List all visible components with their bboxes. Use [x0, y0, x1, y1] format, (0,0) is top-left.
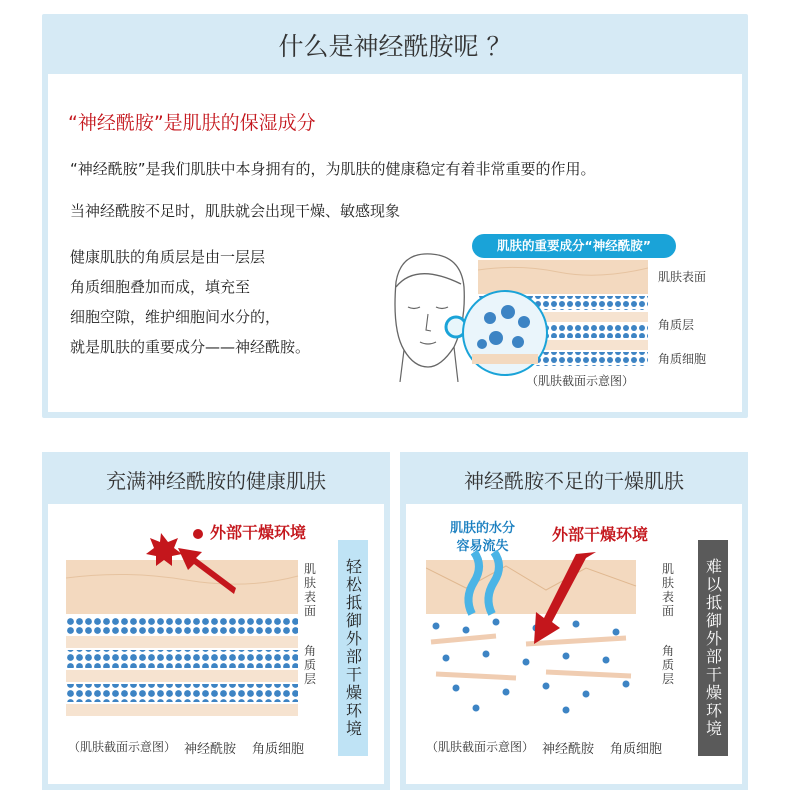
healthy-side-surface: 肌肤表面: [304, 562, 317, 618]
dry-env-label: 外部干燥环境: [552, 525, 649, 544]
healthy-skin-illustration: [66, 518, 306, 728]
section-subtitle: “神经酰胺”是肌肤的保湿成分: [68, 112, 316, 134]
healthy-label-cell: 角质细胞: [252, 742, 305, 757]
healthy-side-layer: 角质层: [304, 644, 317, 686]
zoom-circle: [460, 288, 550, 378]
dry-label-cell: 角质细胞: [610, 742, 663, 757]
water-loss-line: 容易流失: [456, 539, 509, 554]
intro-line: 细胞空隙，维护细胞间水分的，: [70, 308, 281, 326]
dry-skin-illustration: [426, 518, 666, 728]
healthy-caption: （肌肤截面示意图）: [68, 740, 177, 754]
dry-side-surface: 肌肤表面: [662, 562, 675, 618]
healthy-skin-title: 充满神经酰胺的健康肌肤: [48, 458, 384, 504]
intro-line: 就是肌肤的重要成分——神经酰胺。: [70, 338, 311, 356]
dry-vertical-label: 难以抵御外部干燥环境: [698, 540, 728, 756]
ceramide-badge: 肌肤的重要成分“神经酰胺”: [472, 234, 676, 258]
intro-line: 角质细胞叠加而成，填充至: [70, 278, 251, 296]
label-stratum-corneum: 角质层: [658, 318, 695, 332]
healthy-label-ceramide: 神经酰胺: [184, 742, 237, 757]
dry-skin-title: 神经酰胺不足的干燥肌肤: [406, 458, 742, 504]
dry-skin-panel: [400, 452, 748, 790]
diagram-caption: （肌肤截面示意图）: [526, 374, 635, 388]
label-skin-surface: 肌肤表面: [658, 270, 707, 284]
healthy-env-label: 外部干燥环境: [210, 523, 307, 542]
intro-line: 健康肌肤的角质层是由一层层: [70, 248, 266, 266]
label-corneocyte: 角质细胞: [658, 352, 707, 366]
intro-section: [42, 14, 748, 418]
dry-caption: （肌肤截面示意图）: [426, 740, 535, 754]
healthy-vertical-label: 轻松抵御外部干燥环境: [338, 540, 368, 756]
intro-paragraph-3: [70, 242, 310, 362]
water-loss-line: 肌肤的水分: [450, 521, 516, 536]
page-title: 什么是神经酰胺呢 ？: [48, 20, 742, 74]
intro-paragraph-1: “神经酰胺”是我们肌肤中本身拥有的，为肌肤的健康稳定有着非常重要的作用。: [70, 160, 596, 178]
healthy-skin-panel: [42, 452, 390, 790]
intro-paragraph-2: 当神经酰胺不足时，肌肤就会出现干燥、敏感现象: [70, 202, 401, 220]
dry-label-ceramide: 神经酰胺: [542, 742, 595, 757]
dry-side-layer: 角质层: [662, 644, 675, 686]
